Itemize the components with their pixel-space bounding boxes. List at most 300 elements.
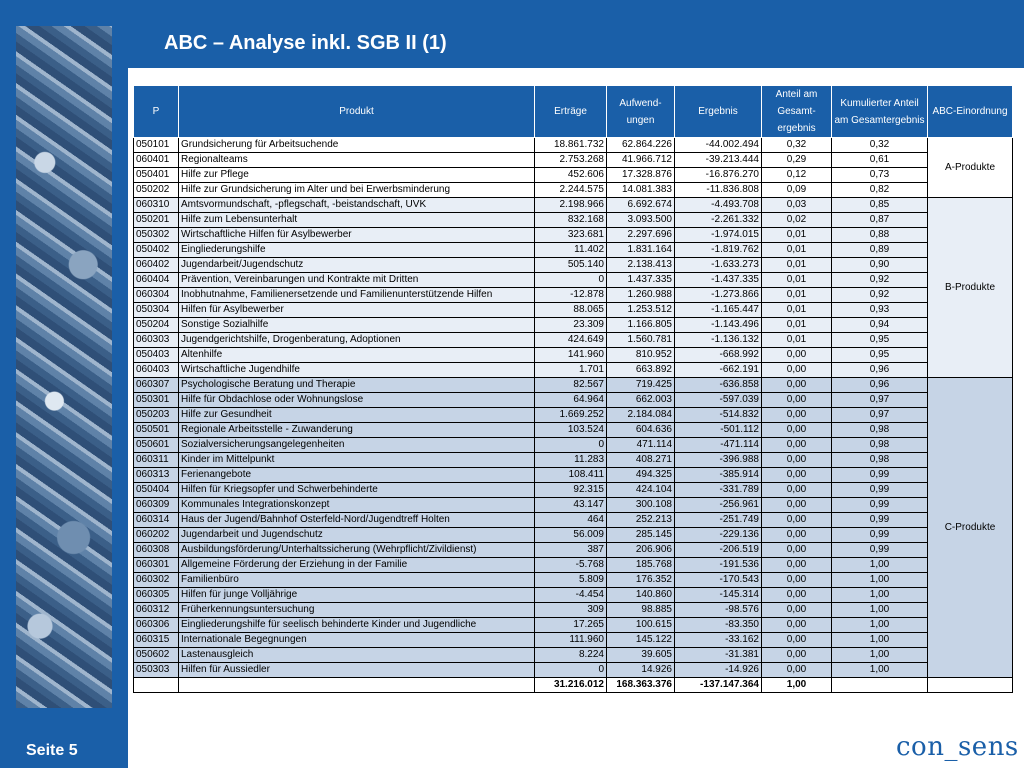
cell-p: 060305 xyxy=(134,588,179,603)
cell-anteil: 0,00 xyxy=(762,603,832,618)
cell-produkt: Regionalteams xyxy=(179,153,535,168)
cell-p: 060202 xyxy=(134,528,179,543)
cell-aufwendungen: 285.145 xyxy=(607,528,675,543)
cell-anteil: 0,32 xyxy=(762,138,832,153)
cell-ergebnis: -1.437.335 xyxy=(675,273,762,288)
cell-ergebnis: -597.039 xyxy=(675,393,762,408)
table-row xyxy=(134,558,1013,573)
cell-produkt: Prävention, Vereinbarungen und Kontrakte mit Dritten xyxy=(179,273,535,288)
cell-ergebnis: -44.002.494 xyxy=(675,138,762,153)
cell-produkt: Ferienangebote xyxy=(179,468,535,483)
cell-ertraege: 8.224 xyxy=(535,648,607,663)
cell-ergebnis: -1.143.496 xyxy=(675,318,762,333)
cell-anteil: 0,29 xyxy=(762,153,832,168)
cell-ertraege: -5.768 xyxy=(535,558,607,573)
cell-produkt: Psychologische Beratung und Therapie xyxy=(179,378,535,393)
cell-aufwendungen: 471.114 xyxy=(607,438,675,453)
table-row xyxy=(134,438,1013,453)
table-row xyxy=(134,648,1013,663)
cell-ergebnis: -1.136.132 xyxy=(675,333,762,348)
cell-ergebnis: -662.191 xyxy=(675,363,762,378)
cell-ertraege: 5.809 xyxy=(535,573,607,588)
cell-p: 060308 xyxy=(134,543,179,558)
cell-anteil: 0,00 xyxy=(762,588,832,603)
cell-kumuliert: 0,73 xyxy=(832,168,928,183)
cell-produkt: Hilfe zur Pflege xyxy=(179,168,535,183)
table-row xyxy=(134,333,1013,348)
col-header-abc: ABC-Einordnung xyxy=(928,86,1013,138)
cell-p: 060307 xyxy=(134,378,179,393)
table-row xyxy=(134,243,1013,258)
table-row xyxy=(134,423,1013,438)
cell-ertraege: 2.198.966 xyxy=(535,198,607,213)
cell-produkt: Eingliederungshilfe xyxy=(179,243,535,258)
cell-p: 060306 xyxy=(134,618,179,633)
cell-produkt: Hilfe für Obdachlose oder Wohnungslose xyxy=(179,393,535,408)
cell-produkt: Jugendgerichtshilfe, Drogenberatung, Adoptionen xyxy=(179,333,535,348)
cell-anteil: 0,00 xyxy=(762,438,832,453)
cell-kumuliert: 0,92 xyxy=(832,273,928,288)
cell-aufwendungen: 3.093.500 xyxy=(607,213,675,228)
cell-ertraege: 505.140 xyxy=(535,258,607,273)
col-header-produkt: Produkt xyxy=(179,86,535,138)
cell-aufwendungen: 494.325 xyxy=(607,468,675,483)
cell-anteil: 0,01 xyxy=(762,318,832,333)
col-header-anteil: Anteil am Gesamt-ergebnis xyxy=(762,86,832,138)
cell-p: 050203 xyxy=(134,408,179,423)
cell-ertraege: 0 xyxy=(535,663,607,678)
cell-anteil: 0,00 xyxy=(762,648,832,663)
cell-aufwendungen: 719.425 xyxy=(607,378,675,393)
cell-produkt: Inobhutnahme, Familienersetzende und Familienunterstützende Hilfen xyxy=(179,288,535,303)
cell-ergebnis: -1.165.447 xyxy=(675,303,762,318)
header-bar xyxy=(0,0,1024,68)
cell-ertraege: 108.411 xyxy=(535,468,607,483)
cell-p: 050202 xyxy=(134,183,179,198)
cell-ertraege: 82.567 xyxy=(535,378,607,393)
cell-p: 050301 xyxy=(134,393,179,408)
abc-group-label: C-Produkte xyxy=(928,378,1013,678)
table-row xyxy=(134,153,1013,168)
cell-ertraege: 17.265 xyxy=(535,618,607,633)
col-header-ertraege: Erträge xyxy=(535,86,607,138)
cell-p: 060312 xyxy=(134,603,179,618)
table-row xyxy=(134,393,1013,408)
cell-ertraege: 103.524 xyxy=(535,423,607,438)
table-row xyxy=(134,303,1013,318)
cell-produkt: Kommunales Integrationskonzept xyxy=(179,498,535,513)
cell-kumuliert: 0,97 xyxy=(832,393,928,408)
cell-kumuliert: 0,93 xyxy=(832,303,928,318)
cell-ergebnis: -668.992 xyxy=(675,348,762,363)
table-row xyxy=(134,573,1013,588)
cell-ertraege: 387 xyxy=(535,543,607,558)
cell-kumuliert: 0,98 xyxy=(832,453,928,468)
cell-kumuliert: 0,96 xyxy=(832,378,928,393)
cell-produkt: Hilfen für Aussiedler xyxy=(179,663,535,678)
cell-anteil: 0,00 xyxy=(762,663,832,678)
table-row xyxy=(134,168,1013,183)
cell-kumuliert: 0,89 xyxy=(832,243,928,258)
cell-ertraege: 11.283 xyxy=(535,453,607,468)
cell-ertraege: 64.964 xyxy=(535,393,607,408)
cell-ertraege: 141.960 xyxy=(535,348,607,363)
cell-anteil: 0,00 xyxy=(762,528,832,543)
table-header-row xyxy=(134,86,1013,138)
cell-ergebnis: -256.961 xyxy=(675,498,762,513)
cell-anteil: 0,00 xyxy=(762,348,832,363)
cell-kumuliert: 0,87 xyxy=(832,213,928,228)
totals-row xyxy=(134,678,1013,693)
cell-ergebnis: -39.213.444 xyxy=(675,153,762,168)
cell-p: 060303 xyxy=(134,333,179,348)
cell-kumuliert: 1,00 xyxy=(832,603,928,618)
cell-ertraege: 11.402 xyxy=(535,243,607,258)
cell-anteil: 0,00 xyxy=(762,468,832,483)
cell-ergebnis: -636.858 xyxy=(675,378,762,393)
col-header-p: P xyxy=(134,86,179,138)
table-body xyxy=(134,138,1013,678)
cell-p: 050404 xyxy=(134,483,179,498)
cell-anteil: 0,01 xyxy=(762,243,832,258)
table-row xyxy=(134,348,1013,363)
cell-ertraege: 452.606 xyxy=(535,168,607,183)
cell-ergebnis: -251.749 xyxy=(675,513,762,528)
cell-ertraege: 309 xyxy=(535,603,607,618)
cell-produkt: Früherkennungsuntersuchung xyxy=(179,603,535,618)
cell-aufwendungen: 2.184.084 xyxy=(607,408,675,423)
cell-kumuliert: 1,00 xyxy=(832,588,928,603)
cell-ertraege: -12.878 xyxy=(535,288,607,303)
cell-ergebnis: -14.926 xyxy=(675,663,762,678)
cell-kumuliert: 0,99 xyxy=(832,498,928,513)
company-logo: con_sens xyxy=(896,732,1019,762)
cell-aufwendungen: 663.892 xyxy=(607,363,675,378)
cell-aufwendungen: 662.003 xyxy=(607,393,675,408)
cell-aufwendungen: 41.966.712 xyxy=(607,153,675,168)
cell-produkt: Amtsvormundschaft, -pflegschaft, -beistandschaft, UVK xyxy=(179,198,535,213)
cell-anteil: 0,00 xyxy=(762,408,832,423)
cell-produkt: Haus der Jugend/Bahnhof Osterfeld-Nord/Jugendtreff Holten xyxy=(179,513,535,528)
cell-ertraege: 111.960 xyxy=(535,633,607,648)
cell-produkt: Wirtschaftliche Jugendhilfe xyxy=(179,363,535,378)
cell-anteil: 0,00 xyxy=(762,633,832,648)
cell-p: 060311 xyxy=(134,453,179,468)
cell-p: 050403 xyxy=(134,348,179,363)
cell-anteil: 0,01 xyxy=(762,333,832,348)
cell-aufwendungen: 98.885 xyxy=(607,603,675,618)
cell-produkt: Eingliederungshilfe für seelisch behinderte Kinder und Jugendliche xyxy=(179,618,535,633)
cell-kumuliert: 0,90 xyxy=(832,258,928,273)
abc-analysis-table xyxy=(133,85,1013,693)
table-row xyxy=(134,468,1013,483)
cell-aufwendungen: 1.437.335 xyxy=(607,273,675,288)
cell-anteil: 0,00 xyxy=(762,393,832,408)
cell-p: 060313 xyxy=(134,468,179,483)
cell-p: 050303 xyxy=(134,663,179,678)
cell-p: 060309 xyxy=(134,498,179,513)
cell-aufwendungen: 62.864.226 xyxy=(607,138,675,153)
cell-ergebnis: -31.381 xyxy=(675,648,762,663)
cell-ertraege: 23.309 xyxy=(535,318,607,333)
table-row xyxy=(134,228,1013,243)
table-row xyxy=(134,453,1013,468)
table-row xyxy=(134,633,1013,648)
cell-aufwendungen: 810.952 xyxy=(607,348,675,363)
table-row xyxy=(134,378,1013,393)
cell-aufwendungen: 252.213 xyxy=(607,513,675,528)
cell-ergebnis: -471.114 xyxy=(675,438,762,453)
cell-produkt: Internationale Begegnungen xyxy=(179,633,535,648)
cell-kumuliert: 0,99 xyxy=(832,468,928,483)
cell-kumuliert: 0,99 xyxy=(832,513,928,528)
cell-aufwendungen: 1.260.988 xyxy=(607,288,675,303)
cell-p: 050402 xyxy=(134,243,179,258)
cell-p: 060304 xyxy=(134,288,179,303)
cell-anteil: 0,01 xyxy=(762,288,832,303)
cell-ertraege: 832.168 xyxy=(535,213,607,228)
cell-anteil: 0,02 xyxy=(762,213,832,228)
cell-ertraege: 464 xyxy=(535,513,607,528)
cell-produkt: Lastenausgleich xyxy=(179,648,535,663)
cell-ergebnis: -1.633.273 xyxy=(675,258,762,273)
cell-anteil: 0,01 xyxy=(762,228,832,243)
table-row xyxy=(134,273,1013,288)
cell-anteil: 0,01 xyxy=(762,273,832,288)
cell-produkt: Wirtschaftliche Hilfen für Asylbewerber xyxy=(179,228,535,243)
cell-ergebnis: -191.536 xyxy=(675,558,762,573)
cell-aufwendungen: 140.860 xyxy=(607,588,675,603)
cell-anteil: 0,00 xyxy=(762,618,832,633)
cell-aufwendungen: 17.328.876 xyxy=(607,168,675,183)
cell-p: 060314 xyxy=(134,513,179,528)
cell-ergebnis: -33.162 xyxy=(675,633,762,648)
cell-ergebnis: -206.519 xyxy=(675,543,762,558)
cell-aufwendungen: 1.560.781 xyxy=(607,333,675,348)
cell-ertraege: 88.065 xyxy=(535,303,607,318)
cell-ergebnis: -501.112 xyxy=(675,423,762,438)
cell-anteil: 0,00 xyxy=(762,543,832,558)
total-cell-empty xyxy=(832,678,928,693)
cell-ergebnis: -396.988 xyxy=(675,453,762,468)
page-number: Seite 5 xyxy=(26,742,78,759)
cell-ergebnis: -170.543 xyxy=(675,573,762,588)
page-title: ABC – Analyse inkl. SGB II (1) xyxy=(164,32,447,54)
cell-aufwendungen: 100.615 xyxy=(607,618,675,633)
cell-produkt: Sonstige Sozialhilfe xyxy=(179,318,535,333)
cell-p: 050101 xyxy=(134,138,179,153)
table-row xyxy=(134,498,1013,513)
table-row xyxy=(134,213,1013,228)
cell-ergebnis: -16.876.270 xyxy=(675,168,762,183)
cell-p: 060301 xyxy=(134,558,179,573)
cell-ergebnis: -331.789 xyxy=(675,483,762,498)
cell-anteil: 0,00 xyxy=(762,573,832,588)
cell-p: 050304 xyxy=(134,303,179,318)
table-row xyxy=(134,318,1013,333)
cell-ertraege: 2.244.575 xyxy=(535,183,607,198)
table-row xyxy=(134,618,1013,633)
cell-produkt: Grundsicherung für Arbeitsuchende xyxy=(179,138,535,153)
total-ertraege: 31.216.012 xyxy=(535,678,607,693)
cell-aufwendungen: 14.081.383 xyxy=(607,183,675,198)
cell-aufwendungen: 206.906 xyxy=(607,543,675,558)
cell-ergebnis: -229.136 xyxy=(675,528,762,543)
cell-produkt: Sozialversicherungsangelegenheiten xyxy=(179,438,535,453)
cell-ertraege: 1.669.252 xyxy=(535,408,607,423)
cell-produkt: Hilfen für Kriegsopfer und Schwerbehinderte xyxy=(179,483,535,498)
cell-p: 050401 xyxy=(134,168,179,183)
abc-group-label: A-Produkte xyxy=(928,138,1013,198)
cell-anteil: 0,03 xyxy=(762,198,832,213)
cell-produkt: Hilfe zur Gesundheit xyxy=(179,408,535,423)
cell-kumuliert: 0,98 xyxy=(832,438,928,453)
cell-kumuliert: 0,95 xyxy=(832,333,928,348)
cell-produkt: Familienbüro xyxy=(179,573,535,588)
cell-kumuliert: 1,00 xyxy=(832,633,928,648)
cell-kumuliert: 0,95 xyxy=(832,348,928,363)
cell-kumuliert: 0,96 xyxy=(832,363,928,378)
cell-anteil: 0,09 xyxy=(762,183,832,198)
cell-aufwendungen: 39.605 xyxy=(607,648,675,663)
cell-ertraege: 43.147 xyxy=(535,498,607,513)
cell-p: 050302 xyxy=(134,228,179,243)
cell-produkt: Ausbildungsförderung/Unterhaltssicherung (Wehrpflicht/Zivildienst) xyxy=(179,543,535,558)
cell-produkt: Hilfen für junge Volljährige xyxy=(179,588,535,603)
cell-p: 060401 xyxy=(134,153,179,168)
cell-p: 060310 xyxy=(134,198,179,213)
cell-kumuliert: 0,88 xyxy=(832,228,928,243)
cell-p: 060402 xyxy=(134,258,179,273)
cell-ertraege: 2.753.268 xyxy=(535,153,607,168)
cell-aufwendungen: 176.352 xyxy=(607,573,675,588)
col-header-aufwendungen: Aufwend-ungen xyxy=(607,86,675,138)
table-row xyxy=(134,183,1013,198)
table-row xyxy=(134,363,1013,378)
table-row xyxy=(134,528,1013,543)
cell-ertraege: 92.315 xyxy=(535,483,607,498)
cell-ertraege: -4.454 xyxy=(535,588,607,603)
cell-kumuliert: 1,00 xyxy=(832,648,928,663)
cell-p: 050501 xyxy=(134,423,179,438)
table-row xyxy=(134,258,1013,273)
table-row xyxy=(134,603,1013,618)
table-row xyxy=(134,513,1013,528)
cell-kumuliert: 0,94 xyxy=(832,318,928,333)
cell-ertraege: 1.701 xyxy=(535,363,607,378)
cell-kumuliert: 0,85 xyxy=(832,198,928,213)
total-aufwendungen: 168.363.376 xyxy=(607,678,675,693)
cell-kumuliert: 0,92 xyxy=(832,288,928,303)
cell-p: 050602 xyxy=(134,648,179,663)
cell-ertraege: 0 xyxy=(535,273,607,288)
cell-ergebnis: -145.314 xyxy=(675,588,762,603)
cell-kumuliert: 0,82 xyxy=(832,183,928,198)
cell-p: 060302 xyxy=(134,573,179,588)
cell-anteil: 0,00 xyxy=(762,423,832,438)
cell-aufwendungen: 185.768 xyxy=(607,558,675,573)
cell-anteil: 0,00 xyxy=(762,513,832,528)
abc-group-label: B-Produkte xyxy=(928,198,1013,378)
table-row xyxy=(134,663,1013,678)
cell-aufwendungen: 1.166.805 xyxy=(607,318,675,333)
cell-aufwendungen: 2.138.413 xyxy=(607,258,675,273)
cell-produkt: Hilfe zur Grundsicherung im Alter und bei Erwerbsminderung xyxy=(179,183,535,198)
cell-kumuliert: 0,32 xyxy=(832,138,928,153)
cell-kumuliert: 0,99 xyxy=(832,528,928,543)
cell-kumuliert: 0,97 xyxy=(832,408,928,423)
cell-produkt: Jugendarbeit/Jugendschutz xyxy=(179,258,535,273)
cell-produkt: Allgemeine Förderung der Erziehung in der Familie xyxy=(179,558,535,573)
cell-ergebnis: -4.493.708 xyxy=(675,198,762,213)
cell-ergebnis: -1.273.866 xyxy=(675,288,762,303)
cell-p: 060315 xyxy=(134,633,179,648)
cell-ergebnis: -2.261.332 xyxy=(675,213,762,228)
table-row xyxy=(134,288,1013,303)
cell-aufwendungen: 408.271 xyxy=(607,453,675,468)
cell-anteil: 0,00 xyxy=(762,453,832,468)
cell-ergebnis: -83.350 xyxy=(675,618,762,633)
col-header-ergebnis: Ergebnis xyxy=(675,86,762,138)
cell-anteil: 0,00 xyxy=(762,558,832,573)
total-cell-empty xyxy=(928,678,1013,693)
table-row xyxy=(134,543,1013,558)
cell-anteil: 0,00 xyxy=(762,378,832,393)
cell-ergebnis: -1.974.015 xyxy=(675,228,762,243)
table-row xyxy=(134,198,1013,213)
cell-anteil: 0,00 xyxy=(762,498,832,513)
cell-produkt: Regionale Arbeitsstelle - Zuwanderung xyxy=(179,423,535,438)
cell-kumuliert: 0,61 xyxy=(832,153,928,168)
cell-anteil: 0,12 xyxy=(762,168,832,183)
table-row xyxy=(134,408,1013,423)
cell-aufwendungen: 1.253.512 xyxy=(607,303,675,318)
cell-p: 060404 xyxy=(134,273,179,288)
total-ergebnis: -137.147.364 xyxy=(675,678,762,693)
cell-kumuliert: 0,99 xyxy=(832,543,928,558)
cell-aufwendungen: 1.831.164 xyxy=(607,243,675,258)
decorative-photo xyxy=(16,26,112,708)
cell-anteil: 0,00 xyxy=(762,483,832,498)
cell-produkt: Kinder im Mittelpunkt xyxy=(179,453,535,468)
cell-anteil: 0,00 xyxy=(762,363,832,378)
cell-kumuliert: 1,00 xyxy=(832,618,928,633)
cell-kumuliert: 0,98 xyxy=(832,423,928,438)
cell-p: 050201 xyxy=(134,213,179,228)
cell-kumuliert: 1,00 xyxy=(832,558,928,573)
col-header-kumuliert: Kumulierter Anteil am Gesamtergebnis xyxy=(832,86,928,138)
cell-aufwendungen: 145.122 xyxy=(607,633,675,648)
cell-p: 050601 xyxy=(134,438,179,453)
cell-ertraege: 0 xyxy=(535,438,607,453)
cell-ertraege: 424.649 xyxy=(535,333,607,348)
cell-ergebnis: -514.832 xyxy=(675,408,762,423)
cell-p: 050204 xyxy=(134,318,179,333)
cell-ergebnis: -1.819.762 xyxy=(675,243,762,258)
table-row xyxy=(134,588,1013,603)
cell-aufwendungen: 604.636 xyxy=(607,423,675,438)
table-row xyxy=(134,138,1013,153)
total-cell-empty xyxy=(179,678,535,693)
cell-produkt: Altenhilfe xyxy=(179,348,535,363)
cell-kumuliert: 1,00 xyxy=(832,663,928,678)
cell-ertraege: 18.861.732 xyxy=(535,138,607,153)
total-cell-empty xyxy=(134,678,179,693)
cell-aufwendungen: 2.297.696 xyxy=(607,228,675,243)
table-row xyxy=(134,483,1013,498)
cell-anteil: 0,01 xyxy=(762,258,832,273)
cell-ergebnis: -385.914 xyxy=(675,468,762,483)
